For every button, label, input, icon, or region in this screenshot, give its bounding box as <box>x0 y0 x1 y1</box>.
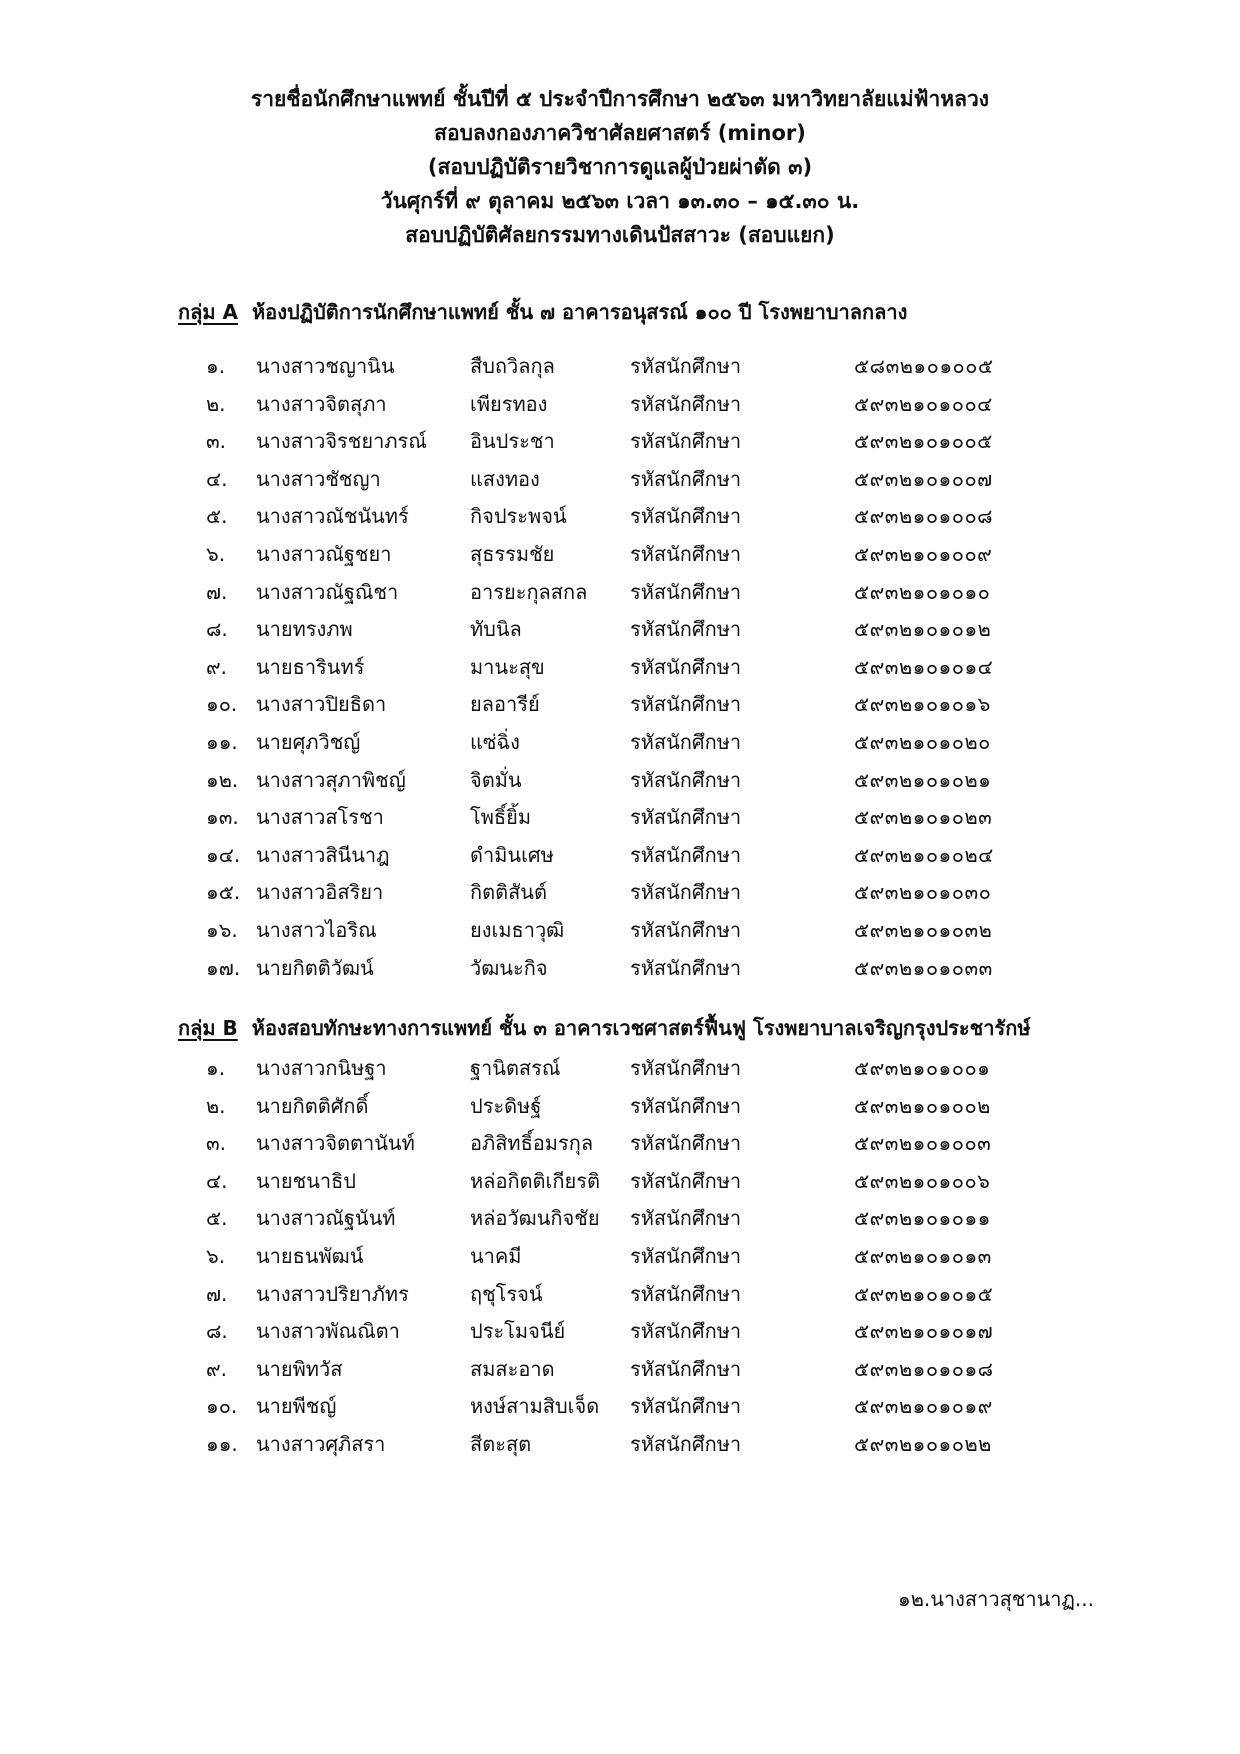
student-last-name: แซ่ฉิ่ง <box>470 729 520 754</box>
student-id-label: รหัสนักศึกษา <box>630 767 742 792</box>
header-date-time: วันศุกร์ที่ ๙ ตุลาคม ๒๕๖๓ เวลา ๑๓.๓๐ – ๑๕.๓๐ น. <box>380 189 860 213</box>
student-last-name: โพธิ์ยิ้ม <box>470 805 532 830</box>
student-number: ๑๐. <box>206 1394 238 1419</box>
student-first-name: นางสาวกนิษฐา <box>256 1056 387 1080</box>
student-row <box>0 348 1240 386</box>
student-row <box>0 1238 1240 1276</box>
student-id-label: รหัสนักศึกษา <box>630 1319 742 1344</box>
student-last-name: กิตติสันต์ <box>470 880 547 905</box>
student-id-label: รหัสนักศึกษา <box>630 466 742 491</box>
student-id: ๕๙๓๒๑๐๑๐๒๔ <box>854 842 994 867</box>
student-id: ๕๙๓๒๑๐๑๐๑๕ <box>854 1281 994 1306</box>
student-id-label: รหัสนักศึกษา <box>630 1206 742 1231</box>
student-first-name: นางสาวอิสริยา <box>256 880 384 905</box>
student-row <box>0 1313 1240 1351</box>
student-id-label: รหัสนักศึกษา <box>630 842 742 867</box>
student-first-name: นางสาวณัฐชยา <box>256 541 392 566</box>
student-first-name: นายธนพัฒน์ <box>256 1243 364 1268</box>
student-id-label: รหัสนักศึกษา <box>630 805 742 830</box>
student-number: ๒. <box>206 1093 226 1118</box>
student-id: ๕๙๓๒๑๐๑๐๐๗ <box>854 466 993 491</box>
student-id: ๕๙๓๒๑๐๑๐๑๐ <box>854 579 991 604</box>
student-id: ๕๙๓๒๑๐๑๐๑๖ <box>854 692 991 717</box>
student-row <box>0 912 1240 950</box>
student-number: ๔. <box>206 466 228 491</box>
student-id: ๕๙๓๒๑๐๑๐๒๓ <box>854 805 993 830</box>
student-id-label: รหัสนักศึกษา <box>630 1168 742 1193</box>
group-a-student-list <box>0 348 1240 987</box>
group-a-label: กลุ่ม A <box>178 300 238 324</box>
student-id: ๕๙๓๒๑๐๑๐๑๘ <box>854 1356 994 1381</box>
student-number: ๗. <box>206 579 228 604</box>
continuation-note: ๑๒.นางสาวสุชานาฏ... <box>898 1587 1094 1611</box>
student-row <box>0 1163 1240 1201</box>
student-id-label: รหัสนักศึกษา <box>630 880 742 905</box>
student-id: ๕๙๓๒๑๐๑๐๐๔ <box>854 391 993 416</box>
student-id: ๕๙๓๒๑๐๑๐๑๒ <box>854 617 992 642</box>
student-id-label: รหัสนักศึกษา <box>630 1131 742 1156</box>
student-id: ๕๙๓๒๑๐๑๐๒๒ <box>854 1431 992 1456</box>
student-first-name: นายกิตติศักดิ์ <box>256 1093 369 1118</box>
group-a-heading <box>178 297 907 327</box>
student-first-name: นายทรงภพ <box>256 617 353 642</box>
student-first-name: นางสาวปริยาภัทร <box>256 1281 409 1306</box>
student-number: ๑๑. <box>206 1431 238 1456</box>
student-last-name: ทับนิล <box>470 617 522 642</box>
student-last-name: สุธรรมชัย <box>470 541 555 566</box>
student-last-name: กิจประพจน์ <box>470 504 567 529</box>
student-id: ๕๙๓๒๑๐๑๐๐๕ <box>854 429 993 454</box>
student-row <box>0 1426 1240 1464</box>
student-first-name: นางสาวปิยธิดา <box>256 692 387 717</box>
student-id-label: รหัสนักศึกษา <box>630 429 742 454</box>
group-b-label: กลุ่ม B <box>178 1016 238 1040</box>
student-last-name: มานะสุข <box>470 654 545 679</box>
student-row <box>0 574 1240 612</box>
student-number: ๑๐. <box>206 692 238 717</box>
student-last-name: อารยะกุลสกล <box>470 579 588 604</box>
student-last-name: ดำมินเศษ <box>470 842 554 867</box>
group-b-heading <box>178 1013 1031 1043</box>
student-row <box>0 686 1240 724</box>
student-row <box>0 837 1240 875</box>
student-row <box>0 950 1240 988</box>
student-first-name: นางสาวชัชญา <box>256 466 381 491</box>
student-row <box>0 1351 1240 1389</box>
student-first-name: นายพิทวัส <box>256 1356 343 1381</box>
student-id: ๕๙๓๒๑๐๑๐๒๐ <box>854 729 991 754</box>
header-exam-type: สอบปฏิบัติศัลยกรรมทางเดินปัสสาวะ (สอบแยก) <box>405 223 835 247</box>
student-last-name: สมสะอาด <box>470 1356 555 1381</box>
student-first-name: นางสาวสโรชา <box>256 805 384 830</box>
student-last-name: ยงเมธาวุฒิ <box>470 917 565 942</box>
student-id-label: รหัสนักศึกษา <box>630 692 742 717</box>
student-first-name: นายธารินทร์ <box>256 654 365 679</box>
student-last-name: สืบถวิลกุล <box>470 354 555 378</box>
student-id: ๕๙๓๒๑๐๑๐๐๙ <box>854 541 993 566</box>
document-header <box>0 82 1240 252</box>
student-id: ๕๙๓๒๑๐๑๐๓๒ <box>854 917 993 942</box>
student-id-label: รหัสนักศึกษา <box>630 1093 742 1118</box>
student-first-name: นางสาวณัชนันทร์ <box>256 504 409 529</box>
student-number: ๑๓. <box>206 805 239 830</box>
student-id-label: รหัสนักศึกษา <box>630 1394 742 1419</box>
student-last-name: หล่อกิตติเกียรติ <box>470 1168 600 1193</box>
student-number: ๑๔. <box>206 842 241 867</box>
student-number: ๘. <box>206 1319 228 1344</box>
student-number: ๙. <box>206 654 228 679</box>
student-first-name: นางสาวพัณณิตา <box>256 1319 400 1344</box>
student-last-name: ฤชุโรจน์ <box>470 1281 543 1306</box>
student-number: ๘. <box>206 617 228 642</box>
student-first-name: นางสาวสุภาพิชญ์ <box>256 767 406 792</box>
student-id: ๕๙๓๒๑๐๑๐๐๓ <box>854 1131 992 1156</box>
student-first-name: นายชนาธิป <box>256 1168 356 1193</box>
group-b-location: ห้องสอบทักษะทางการแพทย์ ชั้น ๓ อาคารเวชศาสตร์ฟื้นฟู โรงพยาบาลเจริญกรุงประชารักษ์ <box>251 1016 1031 1040</box>
student-id: ๕๙๓๒๑๐๑๐๑๓ <box>854 1243 992 1268</box>
student-first-name: นายกิตติวัฒน์ <box>256 955 374 980</box>
group-a-location: ห้องปฏิบัติการนักศึกษาแพทย์ ชั้น ๗ อาคารอนุสรณ์ ๑๐๐ ปี โรงพยาบาลกลาง <box>252 300 908 324</box>
student-last-name: จิตมั่น <box>470 767 522 792</box>
student-last-name: เพียรทอง <box>470 391 548 416</box>
student-row <box>0 1276 1240 1314</box>
student-id-label: รหัสนักศึกษา <box>630 1356 742 1381</box>
student-number: ๔. <box>206 1168 228 1193</box>
student-row <box>0 461 1240 499</box>
student-first-name: นายพีชญ์ <box>256 1394 337 1419</box>
student-last-name: ยลอารีย์ <box>470 692 540 717</box>
student-number: ๑๗. <box>206 955 241 980</box>
student-row <box>0 724 1240 762</box>
student-first-name: นายศุภวิชญ์ <box>256 729 361 754</box>
student-last-name: ประดิษฐ์ <box>470 1093 542 1118</box>
student-id-label: รหัสนักศึกษา <box>630 1056 742 1080</box>
student-last-name: อภิสิทธิ์อมรกุล <box>470 1131 594 1156</box>
student-first-name: นางสาวจิตสุภา <box>256 391 387 416</box>
student-number: ๑๑. <box>206 729 238 754</box>
student-row <box>0 423 1240 461</box>
student-id: ๕๙๓๒๑๐๑๐๑๗ <box>854 1319 994 1344</box>
student-row <box>0 1088 1240 1126</box>
header-course: (สอบปฏิบัติรายวิชาการดูแลผู้ป่วยผ่าตัด ๓) <box>427 155 813 179</box>
student-id-label: รหัสนักศึกษา <box>630 504 742 529</box>
student-id: ๕๙๓๒๑๐๑๐๐๑ <box>854 1056 991 1080</box>
student-id-label: รหัสนักศึกษา <box>630 917 742 942</box>
student-id-label: รหัสนักศึกษา <box>630 354 742 378</box>
header-department: สอบลงกองภาควิชาศัลยศาสตร์ (minor) <box>434 121 806 145</box>
student-number: ๕. <box>206 504 228 529</box>
student-number: ๖. <box>206 541 226 566</box>
student-number: ๗. <box>206 1281 228 1306</box>
student-id-label: รหัสนักศึกษา <box>630 391 742 416</box>
student-id: ๕๙๓๒๑๐๑๐๐๖ <box>854 1168 991 1193</box>
student-number: ๑. <box>206 1056 226 1080</box>
student-number: ๖. <box>206 1243 226 1268</box>
student-last-name: ฐานิตสรณ์ <box>470 1056 561 1080</box>
student-last-name: นาคมี <box>470 1243 522 1268</box>
student-row <box>0 611 1240 649</box>
student-last-name: ประโมจนีย์ <box>470 1319 566 1344</box>
student-first-name: นางสาวณัฐณิชา <box>256 579 399 604</box>
header-title: รายชื่อนักศึกษาแพทย์ ชั้นปีที่ ๕ ประจำปีการศึกษา ๒๕๖๓ มหาวิทยาลัยแม่ฟ้าหลวง <box>250 87 990 111</box>
student-first-name: นางสาวจิรชยาภรณ์ <box>256 429 427 454</box>
student-row <box>0 799 1240 837</box>
student-id: ๕๘๓๒๑๐๑๐๐๕ <box>854 354 994 378</box>
student-last-name: อินประชา <box>470 429 555 454</box>
student-number: ๕. <box>206 1206 228 1231</box>
student-id: ๕๙๓๒๑๐๑๐๓๓ <box>854 955 993 980</box>
student-id: ๕๙๓๒๑๐๑๐๐๘ <box>854 504 994 529</box>
student-id-label: รหัสนักศึกษา <box>630 617 742 642</box>
student-row <box>0 874 1240 912</box>
student-number: ๓. <box>206 1131 227 1156</box>
student-id-label: รหัสนักศึกษา <box>630 1243 742 1268</box>
student-id-label: รหัสนักศึกษา <box>630 729 742 754</box>
student-last-name: หงษ์สามสิบเจ็ด <box>470 1394 600 1419</box>
student-id-label: รหัสนักศึกษา <box>630 1281 742 1306</box>
student-id-label: รหัสนักศึกษา <box>630 654 742 679</box>
student-last-name: วัฒนะกิจ <box>470 955 548 980</box>
student-first-name: นางสาวไอริณ <box>256 917 377 942</box>
student-number: ๙. <box>206 1356 228 1381</box>
student-last-name: หล่อวัฒนกิจชัย <box>470 1206 600 1231</box>
student-id-label: รหัสนักศึกษา <box>630 1431 742 1456</box>
student-first-name: นางสาวชญานิน <box>256 354 395 378</box>
student-row <box>0 1050 1240 1088</box>
student-id: ๕๙๓๒๑๐๑๐๑๙ <box>854 1394 993 1419</box>
student-first-name: นางสาวจิตตานันท์ <box>256 1131 415 1156</box>
student-id-label: รหัสนักศึกษา <box>630 541 742 566</box>
student-number: ๓. <box>206 429 227 454</box>
student-number: ๑. <box>206 354 226 378</box>
student-id: ๕๙๓๒๑๐๑๐๑๑ <box>854 1206 991 1231</box>
student-id-label: รหัสนักศึกษา <box>630 955 742 980</box>
student-last-name: แสงทอง <box>470 466 540 491</box>
student-row <box>0 536 1240 574</box>
student-number: ๒. <box>206 391 226 416</box>
student-row <box>0 1125 1240 1163</box>
student-first-name: นางสาวศุภิสรา <box>256 1431 386 1456</box>
student-number: ๑๒. <box>206 767 239 792</box>
student-row <box>0 1388 1240 1426</box>
student-row <box>0 498 1240 536</box>
student-id: ๕๙๓๒๑๐๑๐๐๒ <box>854 1093 991 1118</box>
student-first-name: นางสาวสินีนาฎ <box>256 842 390 867</box>
student-row <box>0 649 1240 687</box>
student-id: ๕๙๓๒๑๐๑๐๓๐ <box>854 880 992 905</box>
student-row <box>0 386 1240 424</box>
student-id-label: รหัสนักศึกษา <box>630 579 742 604</box>
group-b-student-list <box>0 1050 1240 1464</box>
student-id: ๕๙๓๒๑๐๑๐๒๑ <box>854 767 992 792</box>
student-number: ๑๕. <box>206 880 241 905</box>
student-first-name: นางสาวณัฐนันท์ <box>256 1206 396 1231</box>
student-id: ๕๙๓๒๑๐๑๐๑๔ <box>854 654 994 679</box>
student-last-name: สีตะสุต <box>470 1431 532 1456</box>
student-row <box>0 1200 1240 1238</box>
student-row <box>0 762 1240 800</box>
student-number: ๑๖. <box>206 917 238 942</box>
